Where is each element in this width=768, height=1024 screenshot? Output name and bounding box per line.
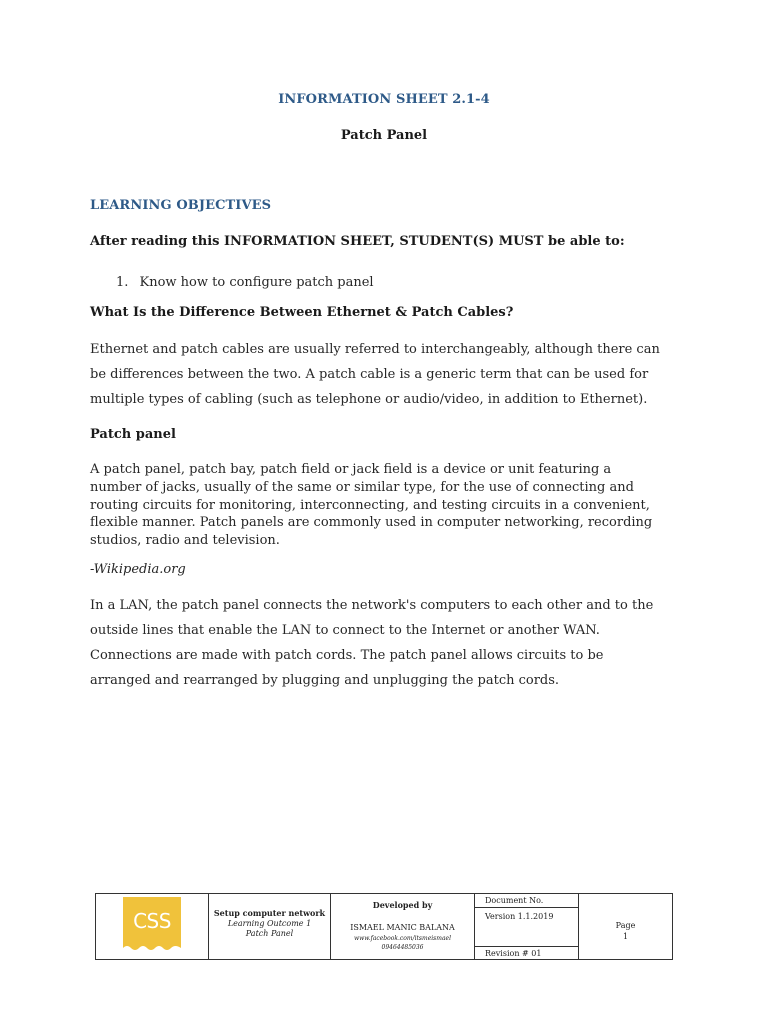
page-label: Page	[615, 921, 636, 930]
footer-developer-cell	[331, 894, 475, 959]
objectives-heading: LEARNING OBJECTIVES	[90, 198, 272, 213]
sheet-title: INFORMATION SHEET 2.1-4	[278, 92, 490, 107]
module-title: Setup computer network	[213, 908, 326, 918]
developer-name: ISMAEL MANIC BALANA	[350, 923, 455, 932]
paragraph-line: routing circuits for monitoring, interconnecting, and testing circuits in a convenient,	[90, 497, 650, 513]
document-version: Version 1.1.2019	[485, 912, 554, 921]
objective-number: 1.	[116, 275, 129, 290]
paragraph-line: multiple types of cabling (such as telephone or audio/video, in addition to Ethernet).	[90, 392, 648, 407]
page-number: 1	[622, 932, 629, 941]
logo-text: CSS	[133, 909, 171, 933]
footer-logo-cell	[96, 894, 209, 959]
learning-outcome: Learning Outcome 1	[227, 919, 312, 928]
developer-phone: 09464485036	[381, 944, 424, 951]
module-topic: Patch Panel	[245, 929, 294, 938]
paragraph-line: outside lines that enable the LAN to connect to the Internet or another WAN.	[90, 623, 600, 638]
paragraph-line: studios, radio and television.	[90, 533, 280, 549]
objective-text: Know how to configure patch panel	[139, 275, 374, 290]
footer-page-cell	[579, 894, 672, 959]
footer-module-cell	[209, 894, 331, 959]
paragraph-line: In a LAN, the patch panel connects the network's computers to each other and to the	[90, 598, 654, 613]
paragraph-line: arranged and rearranged by plugging and unplugging the patch cords.	[90, 673, 560, 688]
document-no-label: Document No.	[475, 894, 578, 908]
footer-table	[95, 893, 673, 960]
section1-heading: What Is the Difference Between Ethernet & Patch Cables?	[90, 305, 514, 320]
css-logo	[123, 897, 181, 952]
section2-heading: Patch panel	[90, 427, 176, 442]
footer-document-cell	[475, 894, 579, 959]
objectives-intro: After reading this INFORMATION SHEET, STUDENT(S) MUST be able to:	[90, 234, 625, 249]
developed-by-label: Developed by	[372, 900, 433, 910]
document-revision: Revision # 01	[475, 946, 578, 959]
section2-paragraph	[90, 461, 652, 550]
developer-url: www.facebook.com/itsmeismael	[354, 935, 451, 942]
section3-paragraph	[90, 593, 653, 693]
paragraph-line: number of jacks, usually of the same or similar type, for the use of connecting and	[90, 479, 634, 495]
logo-wave-icon	[123, 942, 181, 952]
paragraph-line: A patch panel, patch bay, patch field or jack field is a device or unit featuring a	[90, 462, 612, 477]
paragraph-line: flexible manner. Patch panels are commonly used in computer networking, recording	[90, 515, 653, 531]
section1-paragraph	[90, 337, 660, 412]
source-citation: -Wikipedia.org	[90, 562, 186, 577]
paragraph-line: be differences between the two. A patch cable is a generic term that can be used for	[90, 367, 649, 382]
paragraph-line: Ethernet and patch cables are usually referred to interchangeably, although there can	[90, 342, 660, 357]
sheet-subtitle: Patch Panel	[340, 128, 428, 143]
objective-list-item	[116, 270, 374, 295]
paragraph-line: Connections are made with patch cords. The patch panel allows circuits to be	[90, 648, 604, 663]
